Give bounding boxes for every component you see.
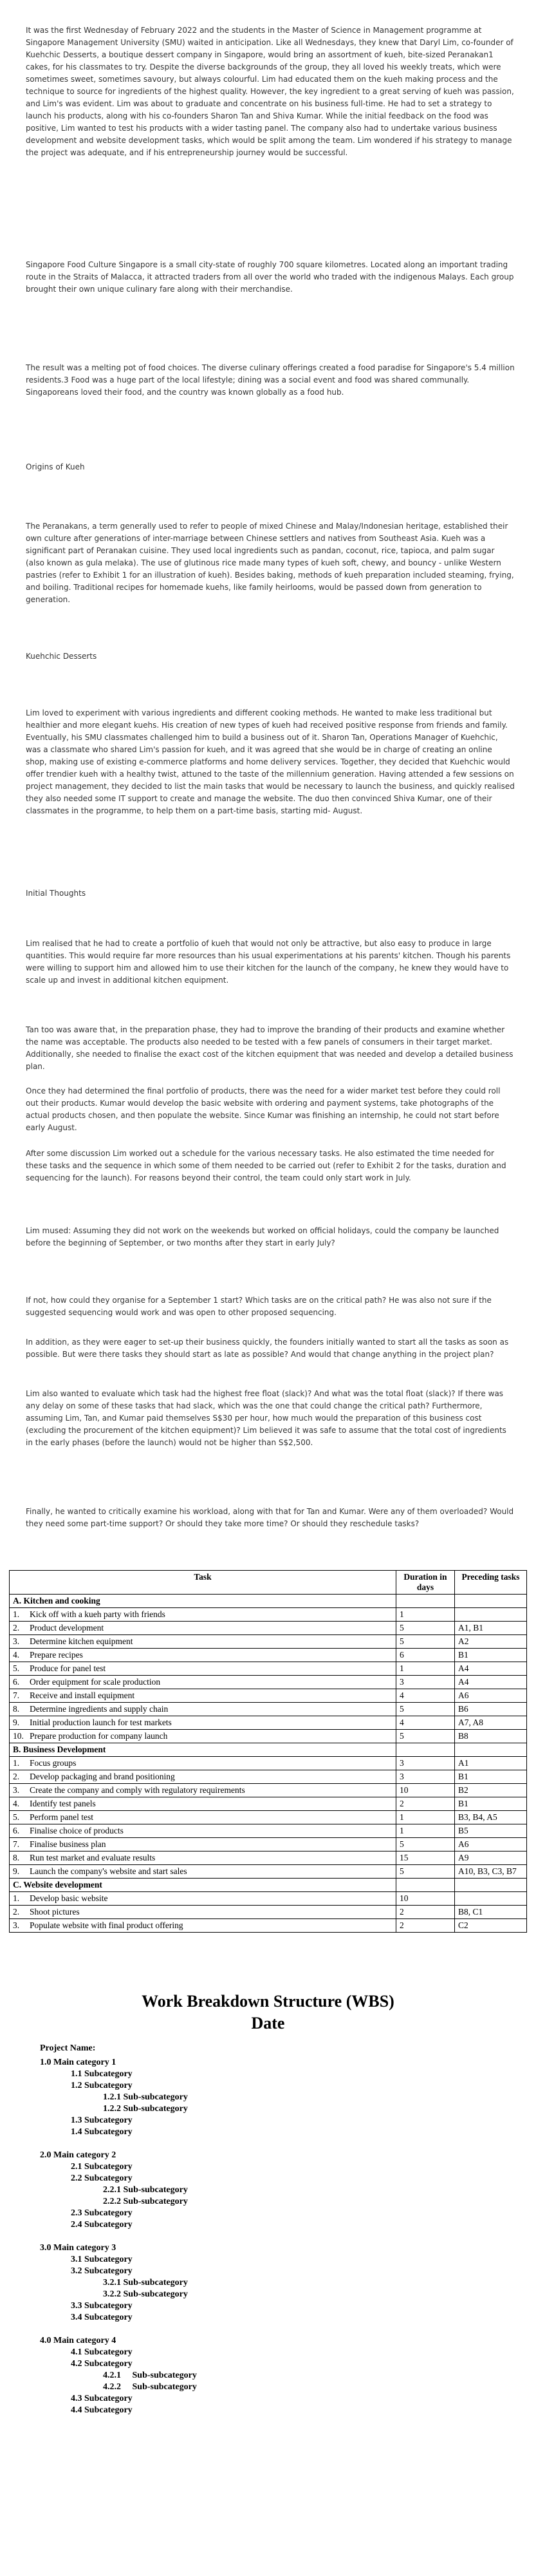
task-label: Kick off with a kueh party with friends [30, 1609, 165, 1619]
preceding-cell: B8 [455, 1730, 527, 1743]
preceding-cell: B3, B4, A5 [455, 1811, 527, 1824]
wbs-item: 3.4 Subcategory [71, 2313, 133, 2322]
wbs-item: 2.1 Subcategory [71, 2162, 133, 2172]
task-label: Perform panel test [30, 1812, 93, 1822]
duration-cell: 2 [396, 1797, 455, 1811]
float-paragraph: Lim also wanted to evaluate which task had the highest free float (slack)? And what was the total float (slack)? If there was any delay on some of these tasks that had slack, which was the one that could change the critical path? Furthermore, assuming Lim, Tan, and Kumar paid themselves S$30 per hour, how much would the preparation of this business cost (excluding the procurement of the kitchen equipment)? Lim believed it was safe to assume that the total cost of ingredients in the early phases (before the launch) would not be higher than S$2,500. [26, 1389, 506, 1447]
preceding-cell: A6 [455, 1689, 527, 1703]
duration-cell: 1 [396, 1662, 455, 1676]
wbs-main-category: 2.0 Main category 2 [40, 2150, 116, 2160]
task-label: Product development [30, 1623, 104, 1633]
wbs-main-category: 1.0 Main category 1 [40, 2058, 116, 2067]
wbs-item: 3.1 Subcategory [71, 2255, 133, 2264]
preceding-cell: B1 [455, 1649, 527, 1662]
duration-cell: 6 [396, 1649, 455, 1662]
wbs-item: 1.2.1 Sub-subcategory [103, 2092, 188, 2102]
wbs-item: 1.2 Subcategory [71, 2081, 133, 2090]
branding-paragraph: Tan too was aware that, in the preparation phase, they had to improve the branding of their products and examine whether the name was acceptable. The products also needed to be tested with a few panels of consumers in their target market. Additionally, she needed to finalise the exact cost of the kitchen equipment that was needed and develop a detailed business plan. [26, 1025, 513, 1071]
wbs-main-category: 3.0 Main category 3 [40, 2243, 116, 2253]
task-number: 8. [13, 1704, 20, 1714]
heading-thoughts: Initial Thoughts [26, 889, 86, 898]
wbs-item: 4.2.2 Sub-subcategory [103, 2382, 197, 2392]
task-label: Finalise business plan [30, 1839, 106, 1849]
header-duration: Duration in days [396, 1571, 455, 1595]
preceding-cell: A1, B1 [455, 1622, 527, 1635]
wbs-item: 4.2.1 Sub-subcategory [103, 2371, 197, 2380]
wbs-item: 2.2 Subcategory [71, 2174, 133, 2183]
preceding-cell: A10, B3, C3, B7 [455, 1865, 527, 1879]
duration-cell: 5 [396, 1730, 455, 1743]
intro-paragraph: It was the first Wednesday of February 2022 and the students in the Master of Science in Management programme at Singapore Management University (SMU) waited in anticipation. Like all Wednesdays, they knew that Daryl Lim, co-founder of Kuehchic Desserts, a boutique dessert company in Singapore, would bring an assortment of kueh, bite-sized Peranakan1 cakes, for his classmates to try. Despite the diverse backgrounds of the group, they all loved his weekly treats, which were sometimes sweet, sometimes savoury, but always colourful. Lim had educated them on the kueh making process and the technique to source for ingredients of the highest quality. However, the key ingredient to a great serving of kueh was passion, and Lim's was evident. Lim was about to graduate and concentrate on his business full-time. He had to set a strategy to launch his products, along with his co-founders Sharon Tan and Shiva Kumar. While the initial feedback on the food was positive, Lim wanted to test his products with a wider tasting panel. The company also had to undertake various business development and website development tasks, which would be split among the team. Lim wondered if his strategy to manage the project was adequate, and if his entrepreneurship journey would be successful. [26, 26, 514, 157]
duration-cell: 4 [396, 1689, 455, 1703]
preceding-cell: B6 [455, 1703, 527, 1716]
task-number: 2. [13, 1907, 20, 1917]
task-number: 3. [13, 1785, 20, 1795]
preceding-cell: A7, A8 [455, 1716, 527, 1730]
workload-paragraph: Finally, he wanted to critically examine his workload, along with that for Tan and Kumar. Were any of them overloaded? Would they need some part-time support? Or should they take more time? Or should they reschedule tasks? [26, 1507, 514, 1528]
task-number: 7. [13, 1690, 20, 1700]
preceding-cell: A4 [455, 1662, 527, 1676]
preceding-cell: A9 [455, 1852, 527, 1865]
task-number: 2. [13, 1623, 20, 1633]
section-label: C. Website development [10, 1879, 396, 1892]
duration-cell: 5 [396, 1865, 455, 1879]
wbs-item: 4.1 Subcategory [71, 2347, 133, 2357]
wbs-item: 4.2 Subcategory [71, 2359, 133, 2369]
wbs-item: 1.1 Subcategory [71, 2069, 133, 2079]
task-number: 6. [13, 1826, 20, 1835]
task-label: Shoot pictures [30, 1907, 80, 1917]
task-number: 3. [13, 1920, 20, 1930]
duration-cell: 5 [396, 1838, 455, 1852]
task-label: Order equipment for scale production [30, 1677, 161, 1687]
wbs-item: 1.2.2 Sub-subcategory [103, 2104, 188, 2114]
wbs-item: 3.2.2 Sub-subcategory [103, 2289, 188, 2299]
task-number: 4. [13, 1799, 20, 1808]
task-number: 1. [13, 1893, 20, 1903]
duration-cell: 2 [396, 1906, 455, 1919]
wbs-date: Date [251, 2014, 285, 2032]
task-label: Initial production launch for test markets [30, 1718, 172, 1727]
preceding-cell: A1 [455, 1757, 527, 1770]
wbs-item: 2.2.2 Sub-subcategory [103, 2197, 188, 2206]
task-label: Run test market and evaluate results [30, 1853, 156, 1862]
wbs-main-category: 4.0 Main category 4 [40, 2336, 116, 2345]
wbs-item: 3.2.1 Sub-subcategory [103, 2278, 188, 2287]
wbs-item: 2.4 Subcategory [71, 2220, 133, 2230]
duration-cell: 5 [396, 1635, 455, 1649]
duration-cell: 3 [396, 1676, 455, 1689]
task-number: 1. [13, 1609, 20, 1619]
task-number: 8. [13, 1853, 20, 1862]
preceding-cell: C2 [455, 1919, 527, 1933]
duration-cell: 10 [396, 1784, 455, 1797]
preceding-cell: B1 [455, 1770, 527, 1784]
task-label: Produce for panel test [30, 1663, 106, 1673]
duration-cell: 4 [396, 1716, 455, 1730]
duration-cell: 3 [396, 1770, 455, 1784]
task-number: 6. [13, 1677, 20, 1687]
task-label: Determine kitchen equipment [30, 1636, 133, 1646]
wbs-item: 3.2 Subcategory [71, 2266, 133, 2276]
preceding-cell: B2 [455, 1784, 527, 1797]
task-label: Finalise choice of products [30, 1826, 124, 1835]
lim-paragraph: Lim loved to experiment with various ingredients and different cooking methods. He wanted to make less traditional but healthier and more elegant kuehs. His creation of new types of kueh had received positive response from friends and family. Eventually, his SMU classmates challenged him to build a business out of it. Sharon Tan, Operations Manager of Kuehchic, was a classmate who shared Lim's passion for kueh, and it was agreed that she would be in charge of creating an online shop, making use of existing e-commerce platforms and home delivery services. Together, they decided that Kuehchic would offer trendier kueh with a healthy twist, attuned to the taste of the millennium generation. Having attended a few sessions on project management, they decided to list the main tasks that would be necessary to launch the business, and quickly realised they also needed some IT support to create and manage the website. The duo then convinced Shiva Kumar, one of their classmates in the programme, to help them on a part-time basis, starting mid- August. [26, 708, 515, 815]
task-label: Create the company and comply with regulatory requirements [30, 1785, 245, 1795]
duration-cell: 3 [396, 1757, 455, 1770]
task-label: Develop basic website [30, 1893, 108, 1903]
task-label: Develop packaging and brand positioning [30, 1772, 175, 1781]
portfolio-paragraph: Lim realised that he had to create a portfolio of kueh that would not only be attractive, but also easy to produce in large quantities. This would require far more resources than his usual experimentations at his parents' kitchen. Though his parents were willing to support him and allowed him to use their kitchen for the launch of the company, he knew they would have to scale up and invest in additional kitchen equipment. [26, 939, 511, 985]
task-number: 5. [13, 1663, 20, 1673]
preceding-cell: A6 [455, 1838, 527, 1852]
task-number: 4. [13, 1650, 20, 1660]
market-test-paragraph: Once they had determined the final portfolio of products, there was the need for a wider market test before they could roll out their products. Kumar would develop the basic website with ordering and payment systems, take photographs of the actual products chosen, and then populate the website. Since Kumar was finishing an internship, he could not start before early August. [26, 1086, 501, 1132]
preceding-cell: B8, C1 [455, 1906, 527, 1919]
schedule-paragraph: After some discussion Lim worked out a schedule for the various necessary tasks. He also estimated the time needed for these tasks and the sequence in which some of them needed to be carried out (refer to Exhibit 2 for the tasks, duration and sequencing for the launch). For reasons beyond their control, the team could only start work in July. [26, 1149, 506, 1182]
launch-question-paragraph: Lim mused: Assuming they did not work on the weekends but worked on official holidays, could the company be launched before the beginning of September, or two months after they start in early July? [26, 1226, 499, 1247]
task-label: Receive and install equipment [30, 1690, 135, 1700]
duration-cell: 1 [396, 1811, 455, 1824]
header-preceding: Preceding tasks [455, 1571, 527, 1595]
wbs-project-label: Project Name: [40, 2043, 96, 2053]
task-label: Prepare recipes [30, 1650, 83, 1660]
preceding-cell: B5 [455, 1824, 527, 1838]
wbs-item: 2.2.1 Sub-subcategory [103, 2185, 188, 2195]
task-label: Prepare production for company launch [30, 1731, 168, 1741]
task-label: Determine ingredients and supply chain [30, 1704, 169, 1714]
wbs-item: 1.4 Subcategory [71, 2127, 133, 2137]
duration-cell: 2 [396, 1919, 455, 1933]
section-label: B. Business Development [10, 1743, 396, 1757]
wbs-item: 3.3 Subcategory [71, 2301, 133, 2311]
critical-path-paragraph: If not, how could they organise for a September 1 start? Which tasks are on the critical path? He was also not sure if the suggested sequencing would work and was open to other proposed sequencing. [26, 1296, 492, 1317]
task-number: 1. [13, 1758, 20, 1768]
food-culture-paragraph: Singapore Food Culture Singapore is a small city-state of roughly 700 square kilometres. Located along an important trading route in the Straits of Malacca, it attracted traders from all over the world who traded with the indigenous Malays. Each group brought their own unique culinary fare along with their merchandise. [26, 260, 514, 294]
preceding-cell: B1 [455, 1797, 527, 1811]
wbs-item: 4.3 Subcategory [71, 2394, 133, 2403]
duration-cell: 1 [396, 1824, 455, 1838]
heading-origins: Origins of Kueh [26, 462, 85, 471]
preceding-cell: A2 [455, 1635, 527, 1649]
task-label: Launch the company's website and start sales [30, 1866, 187, 1876]
late-start-paragraph: In addition, as they were eager to set-up their business quickly, the founders initially wanted to start all the tasks as soon as possible. But were there tasks they should start as late as possible? And would that change anything in the project plan? [26, 1338, 509, 1359]
task-number: 9. [13, 1718, 20, 1727]
task-label: Focus groups [30, 1758, 77, 1768]
task-number: 5. [13, 1812, 20, 1822]
task-label: Identify test panels [30, 1799, 96, 1808]
heading-desserts: Kuehchic Desserts [26, 652, 97, 661]
wbs-item: 2.3 Subcategory [71, 2208, 133, 2218]
task-number: 9. [13, 1866, 20, 1876]
wbs-title: Work Breakdown Structure (WBS) [142, 1992, 394, 2011]
task-number: 2. [13, 1772, 20, 1781]
section-label: A. Kitchen and cooking [10, 1595, 396, 1608]
duration-cell: 1 [396, 1608, 455, 1622]
duration-cell: 5 [396, 1703, 455, 1716]
duration-cell: 5 [396, 1622, 455, 1635]
task-number: 10. [13, 1731, 24, 1741]
wbs-item: 1.3 Subcategory [71, 2116, 133, 2125]
melting-pot-paragraph: The result was a melting pot of food choices. The diverse culinary offerings created a food paradise for Singapore's 5.4 million residents.3 Food was a huge part of the local lifestyle; dining was a social event and food was shared communally. Singaporeans loved their food, and the country was known globally as a food hub. [26, 363, 515, 397]
header-task: Task [10, 1571, 396, 1595]
preceding-cell: A4 [455, 1676, 527, 1689]
duration-cell: 15 [396, 1852, 455, 1865]
wbs-item: 4.4 Subcategory [71, 2405, 133, 2415]
task-number: 3. [13, 1636, 20, 1646]
task-label: Populate website with final product offering [30, 1920, 183, 1930]
peranakan-paragraph: The Peranakans, a term generally used to refer to people of mixed Chinese and Malay/Indonesian heritage, established their own culture after generations of inter-marriage between Chinese settlers and natives from Southeast Asia. Kueh was a significant part of Peranakan cuisine. They used local ingredients such as pandan, coconut, rice, tapioca, and palm sugar (also known as gula melaka). The use of glutinous rice made many types of kueh soft, chewy, and bouncy - unlike Western pastries (refer to Exhibit 1 for an illustration of kueh). Besides baking, methods of kueh preparation included steaming, frying, and boiling. Traditional recipes for homemade kuehs, like family heirlooms, would be passed down from generation to generation. [26, 522, 514, 604]
task-number: 7. [13, 1839, 20, 1849]
duration-cell: 10 [396, 1892, 455, 1906]
